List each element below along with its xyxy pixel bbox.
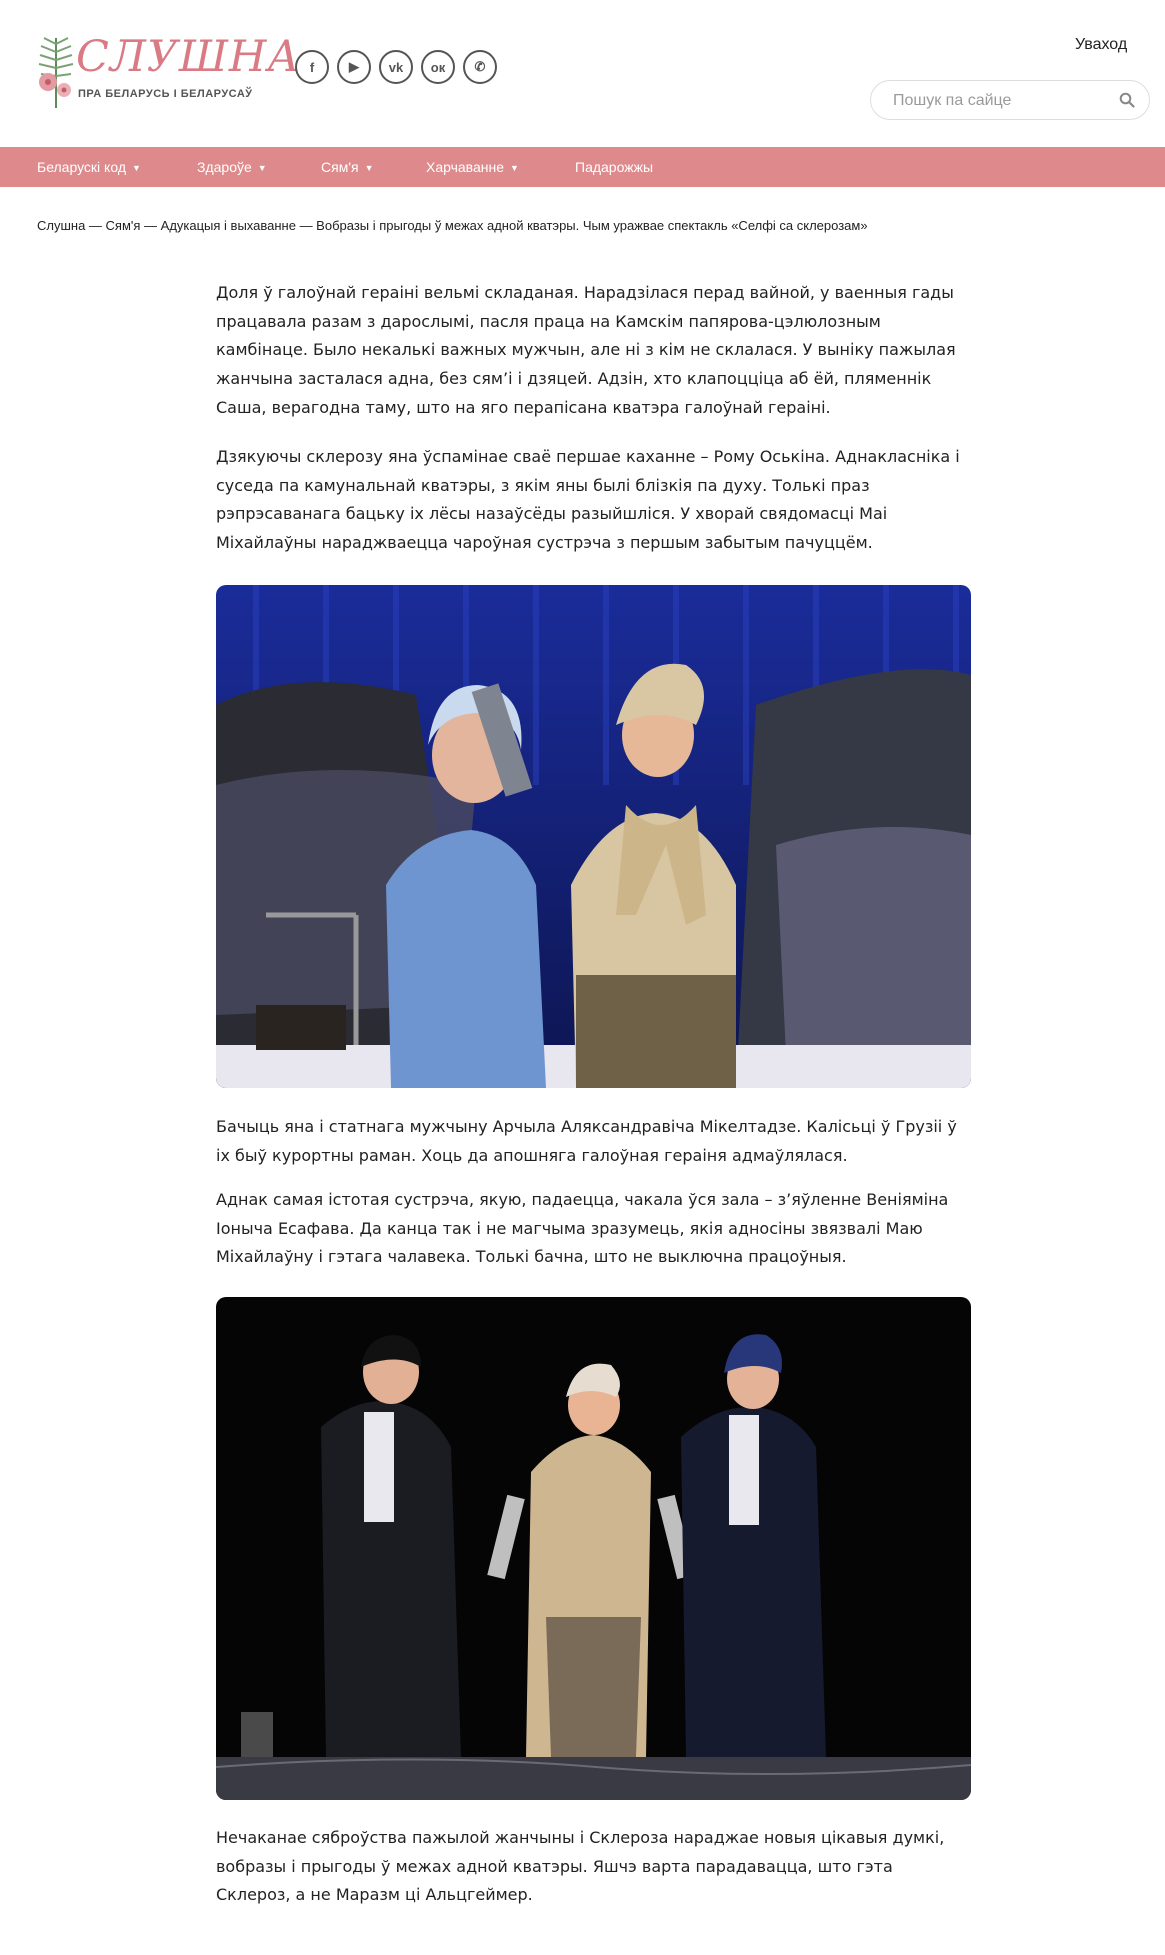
article-photo-1 [216,585,971,1088]
article-paragraph-1: Доля ў галоўнай гераіні вельмі складаная. Нарадзілася перад вайной, у ваенныя гады працавала разам з дарослымі, пасля праца на Камскім папярова-цэлюлозным камбінаце. Было некалькі важных мужчын, але ні з кім не склалася. У выніку пажылая жанчына засталася адна, без сям’і і дзяцей. Адзін, хто клапоцціца аб ёй, пляменнік Саша, верагодна таму, што на яго перапісана кватэра галоўнай гераіні. [216,283,956,417]
nav-item-food[interactable] [426,147,519,187]
nav-item-belarusian-code[interactable] [37,147,141,187]
nav-item-label: Беларускі код [37,159,126,175]
article-paragraph-4: Аднак самая істотая сустрэча, якую, падаецца, чакала ўся зала – з’яўленне Веніяміна Іоныча Есафава. Да канца так і не магчыма зразумець, якія адносіны звязвалі Маю Міхайлаўну і гэтага чалавека. Толькі бачна, што не выключна працоўныя. [216,1190,949,1267]
article-photo-2 [216,1297,971,1800]
caret-down-icon: ▼ [132,163,141,173]
facebook-icon[interactable]: f [295,50,329,84]
site-header [0,0,1165,147]
nav-item-label: Падарожжы [575,159,654,175]
login-link[interactable]: Уваход [1075,36,1128,53]
nav-item-health[interactable] [197,147,267,187]
nav-item-label: Сям'я [321,159,359,175]
main-nav [0,147,1165,187]
odnoklassniki-icon[interactable]: ок [421,50,455,84]
youtube-icon[interactable]: ▶ [337,50,371,84]
search-icon[interactable] [1119,92,1135,108]
vk-icon[interactable]: vk [379,50,413,84]
nav-item-label: Здароўе [197,159,252,175]
caret-down-icon: ▼ [364,163,374,173]
site-logo[interactable] [26,30,301,110]
caret-down-icon: ▼ [510,163,519,173]
nav-item-label: Харчаванне [426,159,504,175]
search-input[interactable] [891,90,1110,112]
search-box [870,80,1150,120]
article-paragraph-5: Нечаканае сяброўства пажылой жанчыны і Склероза нараджае новыя цікавыя думкі, вобразы і прыгоды ў межах адной кватэры. Яшчэ варта парадавацца, што гэта Склероз, а не Маразм ці Альцгеймер. [216,1828,945,1905]
nav-item-travel[interactable] [575,147,653,187]
breadcrumb[interactable]: Слушна — Сям'я — Адукацыя і выхаванне — Вобразы і прыгоды ў межах адной кватэры. Чым уражвае спектакль «Селфі са склерозам» [37,218,868,233]
article-paragraph-2: Дзякуючы склерозу яна ўспамінае сваё першае каханне – Рому Оськіна. Аднакласніка і суседа па камунальнай кватэры, з якім яны былі блізкія па духу. Толькі праз рэпрэсаванага бацьку іх лёсы назаўсёды разыйшліся. У хворай свядомасці Маі Міхайлаўны нараджваецца чароўная сустрэча з першым забытым пачуццём. [216,447,960,553]
logo-subtitle: ПРА БЕЛАРУСЬ І БЕЛАРУСАЎ [78,88,253,100]
article-paragraph-3: Бачыць яна і статнага мужчыну Арчыла Аляксандравіча Мікелтадзе. Калісьці ў Грузіі ў іх быў курортны раман. Хоць да апошняга галоўная гераіня адмаўлялася. [216,1117,957,1165]
stage-photo-actress-and-actor [216,585,971,1088]
stage-photo-three-actors [216,1297,971,1800]
logo-title: СЛУШНА [76,32,301,82]
viber-icon[interactable]: ✆ [463,50,497,84]
caret-down-icon: ▼ [257,163,267,173]
social-links [295,50,497,84]
nav-item-family[interactable] [321,147,374,187]
